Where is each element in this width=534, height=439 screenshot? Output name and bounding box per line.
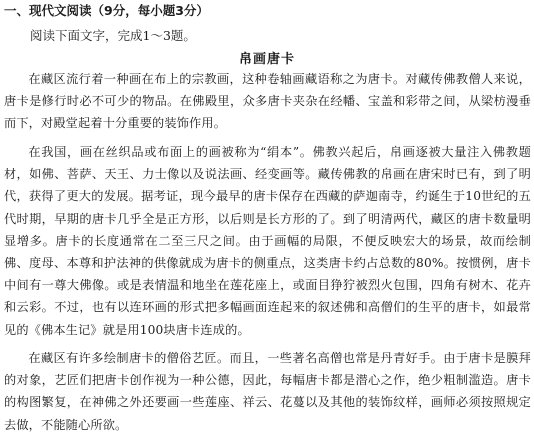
article-paragraph: 在我国，画在丝织品或布面上的画被称为“绢本”。佛教兴起后，帛画逐被大量注入佛教题材，如佛、菩萨、天王、力士像以及说法画、经变画等。藏传佛教的帛画在唐宋时已有，到了明代，获得了更大的发展。据考证，现今最早的唐卡保存在西藏的萨迦南寺，约诞生于10世纪的五代时期，早期的唐卡几乎全是正方形，以后则是长方形的了。到了明清两代，藏区的唐卡数量明显增多。唐卡的长度通常在二至三尺之间。由于画幅的局限，不便反映宏大的场景，故而绘制佛、度母、本尊和护法神的供像就成为唐卡的侧重点，这类唐卡约占总数的80%。按惯例，唐卡中间有一尊大佛像。或是表情温和地坐在莲花座上，或面目狰狞被烈火包围，四角有树木、花卉和云彩。不过，也有以连环画的形式把多幅画面连起来的叙述佛和高僧们的生平的唐卡，如最常见的《佛本生记》就是用100块唐卡连成的。: [4, 145, 531, 337]
section-heading: 一、现代文阅读（9分，每小题3分）: [4, 3, 209, 18]
article-title: 帛画唐卡: [238, 52, 295, 67]
reading-instruction: 阅读下面文字，完成1～3题。: [30, 28, 196, 43]
article-paragraph: 在藏区有许多绘制唐卡的僧俗艺匠。而且，一些著名高僧也常是丹青好手。由于唐卡是膜拜的对象，艺匠们把唐卡创作视为一种公德，因此，每幅唐卡都是潜心之作，绝少粗制滥造。唐卡的构图繁复，在神佛之外还要画一些莲座、祥云、花蔓以及其他的装饰纹样，画师必须按照规定去做，不能随心所欲。: [4, 351, 531, 432]
article-paragraph: 在藏区流行着一种画在布上的宗教画，这种卷轴画藏语称之为唐卡。对藏传佛教僧人来说，唐卡是修行时必不可少的物品。在佛殿里，众多唐卡夹杂在经幡、宝盖和彩带之间，从梁枋漫垂而下，对殿堂起着十分重要的装饰作用。: [4, 72, 531, 131]
